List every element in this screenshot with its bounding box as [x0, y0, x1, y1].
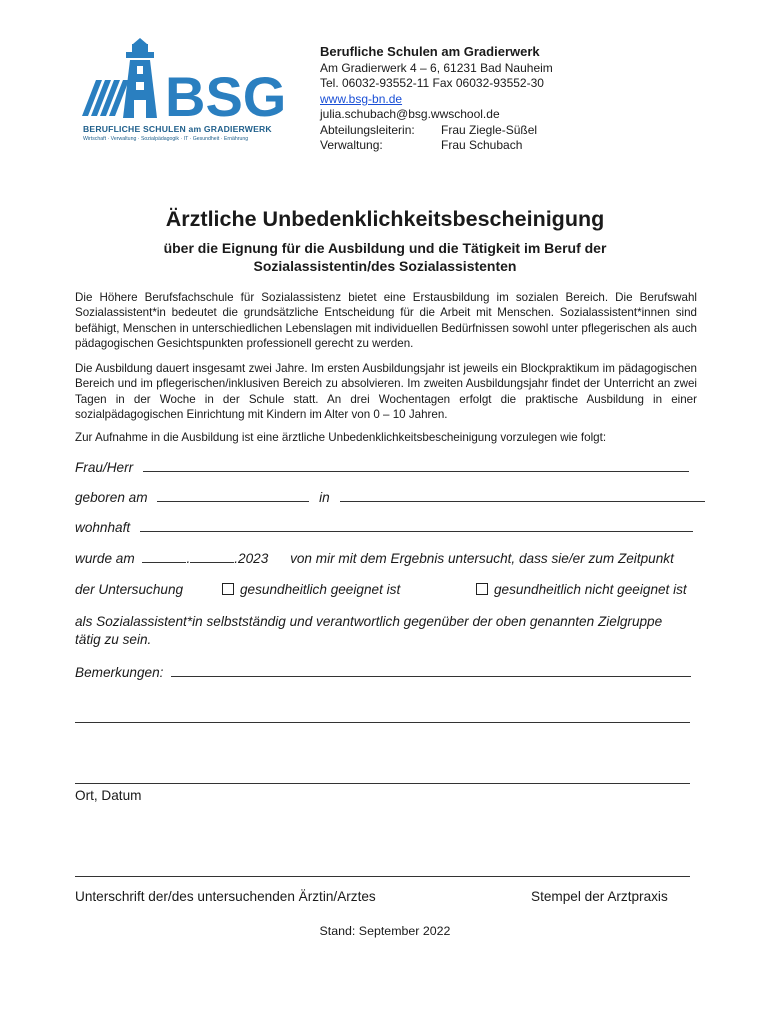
residence-line[interactable]	[140, 520, 693, 532]
exam-month-line[interactable]	[190, 551, 234, 563]
option-fit[interactable]	[222, 582, 400, 597]
birthplace-line[interactable]	[340, 490, 705, 502]
administration-row	[320, 138, 553, 154]
exam-result-row	[75, 582, 183, 597]
option-unfit-label: gesundheitlich nicht geeignet ist	[494, 582, 687, 597]
residence-field-row	[75, 520, 693, 535]
lighthouse-logo-graphic	[80, 38, 305, 124]
school-phone: Tel. 06032-93552-11 Fax 06032-93552-30	[320, 76, 544, 90]
requirement-paragraph: Zur Aufnahme in die Ausbildung ist eine ärztliche Unbedenklichkeitsbescheinigung vorzulegen wie folgt:	[75, 431, 607, 444]
exam-label: der Untersuchung	[75, 582, 184, 597]
logo-tagline: Wirtschaft · Verwaltung · Sozialpädagogik · IT · Gesundheit · Ernährung	[83, 136, 249, 142]
date-separator: .	[186, 551, 191, 566]
birth-date-line[interactable]	[157, 490, 309, 502]
department-head-row	[320, 123, 553, 139]
place-date-label: Ort, Datum	[75, 788, 142, 803]
school-logo	[80, 38, 305, 148]
name-label: Frau/Herr	[75, 460, 134, 475]
logo-letters: BSG	[165, 65, 287, 124]
name-field-line[interactable]	[143, 460, 689, 472]
document-title: Ärztliche Unbedenklichkeitsbescheinigung	[165, 207, 605, 231]
exam-day-line[interactable]	[142, 551, 186, 563]
name-field-row	[75, 460, 689, 475]
examined-label: wurde am	[75, 551, 135, 566]
unfit-checkbox[interactable]	[476, 583, 488, 595]
department-head-label: Abteilungsleiterin:	[320, 122, 415, 137]
birth-field-row	[75, 490, 705, 505]
training-paragraph: Die Ausbildung dauert insgesamt zwei Jahre. Im ersten Ausbildungsjahr ist jeweils ein Blockpraktikum im pädagogischen Bereich und im pflegerischen/inklusiven Bereich zu absolvieren. Im zweiten Ausbildungsjahr findet der Unterricht an zwei Tagen in der Woche in der Schule statt. An drei Wochentagen erfolgt die praktische Ausbildung in einer sozialpädagogischen Einrichtung mit Kindern im Alter von 0 – 10 Jahren.	[75, 362, 697, 421]
residence-label: wohnhaft	[75, 520, 131, 535]
contact-email: julia.schubach@bsg.wwschool.de	[320, 107, 500, 121]
born-label: geboren am	[75, 490, 148, 505]
school-address: Am Gradierwerk 4 – 6, 61231 Bad Nauheim	[320, 60, 553, 75]
place-date-line[interactable]	[75, 783, 690, 784]
exam-year: .2023	[234, 551, 269, 566]
remarks-extra-line[interactable]	[75, 722, 690, 723]
website-link[interactable]: www.bsg-bn.de	[320, 91, 403, 106]
remarks-row	[75, 665, 691, 680]
remarks-line[interactable]	[171, 665, 691, 677]
logo-school-name: BERUFLICHE SCHULEN am GRADIERWERK	[83, 124, 272, 134]
signature-line[interactable]	[75, 876, 690, 877]
statement-line-2: tätig zu sein.	[75, 632, 152, 647]
option-unfit[interactable]	[476, 582, 687, 597]
subtitle-line-1: über die Eignung für die Ausbildung und die Tätigkeit im Beruf der	[163, 240, 607, 256]
document-subtitle	[0, 239, 770, 275]
fit-checkbox[interactable]	[222, 583, 234, 595]
option-fit-label: gesundheitlich geeignet ist	[240, 582, 401, 597]
subtitle-line-2: Sozialassistentin/des Sozialassistenten	[253, 258, 517, 274]
intro-paragraph: Die Höhere Berufsfachschule für Sozialassistenz bietet eine Erstausbildung im sozialen Bereich. Die Berufswahl Sozialassistent*in bedeutet die grundsätzliche Entscheidung für die Arbeit mit Menschen. Sozialassistent*innen sind befähigt, Menschen in unterschiedlichen Lebenslagen mit individuellen Bedürfnissen sowohl unter pflegerischen als auch pädagogischen Gesichtspunkten professionell gerecht zu werden.	[75, 291, 697, 350]
remarks-label: Bemerkungen:	[75, 665, 164, 680]
signature-label: Unterschrift der/des untersuchenden Ärztin/Arztes	[75, 889, 376, 904]
document-version: Stand: September 2022	[319, 924, 451, 938]
examined-text: von mir mit dem Ergebnis untersucht, dass sie/er zum Zeitpunkt	[290, 551, 674, 566]
exam-date-row	[75, 551, 674, 566]
birthplace-label: in	[319, 490, 330, 505]
statement-line-1: als Sozialassistent*in selbstständig und verantwortlich gegenüber der oben genannten Zielgruppe	[75, 614, 663, 629]
department-head-value: Frau Ziegle-Süßel	[441, 122, 538, 137]
stamp-label: Stempel der Arztpraxis	[531, 889, 668, 904]
address-block	[320, 44, 553, 154]
administration-label: Verwaltung:	[320, 138, 383, 152]
statement	[75, 613, 662, 649]
administration-value: Frau Schubach	[441, 138, 523, 152]
school-name: Berufliche Schulen am Gradierwerk	[320, 44, 540, 59]
